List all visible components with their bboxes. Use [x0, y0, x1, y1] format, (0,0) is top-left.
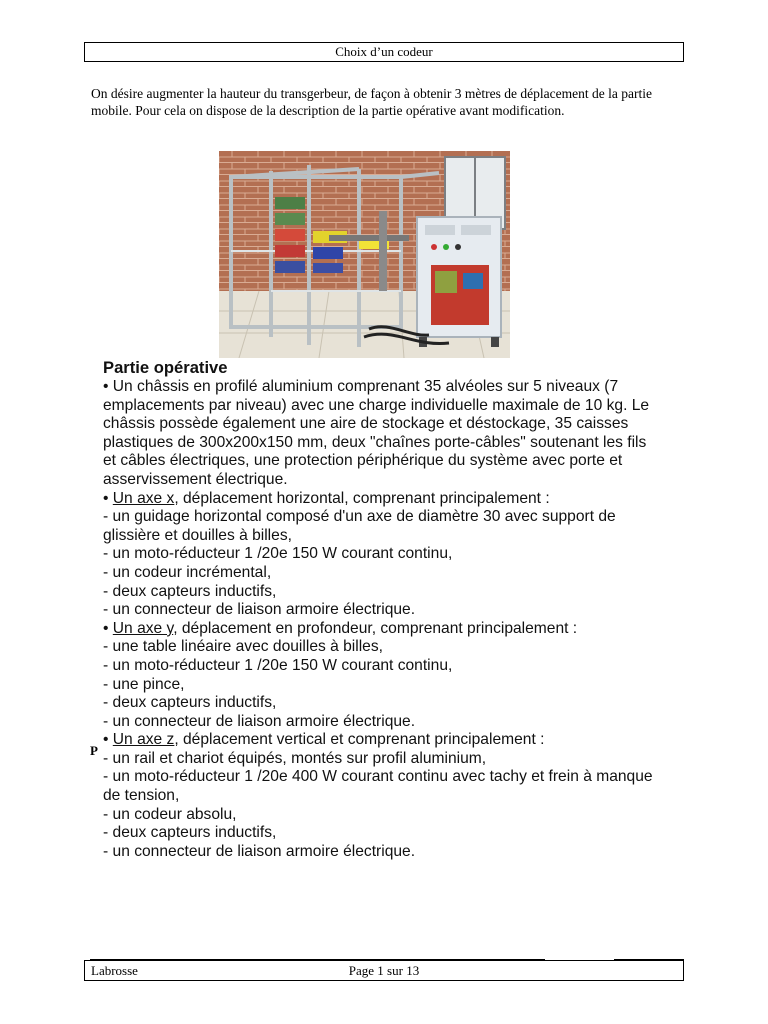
list-item: - un guidage horizontal composé d'un axe de diamètre 30 avec support de glissière et douilles à billes,: [103, 508, 616, 544]
machine-photo: [219, 151, 510, 358]
list-item: - deux capteurs inductifs,: [103, 694, 277, 712]
bullet: •: [103, 489, 113, 507]
list-item: - deux capteurs inductifs,: [103, 582, 277, 600]
list-item: - un moto-réducteur 1 /20e 400 W courant continu avec tachy et frein à manque de tension,: [103, 768, 653, 805]
stray-letter: P: [90, 743, 98, 758]
axe-z-heading: [103, 731, 663, 750]
list-item: - un moto-réducteur 1 /20e 150 W courant continu,: [103, 545, 453, 563]
section-title: Partie opérative: [103, 358, 228, 377]
list-item: - une table linéaire avec douilles à billes,: [103, 638, 383, 656]
axe-y-desc: , déplacement en profondeur, comprenant principalement :: [173, 619, 578, 637]
axe-x-label: Un axe x: [112, 489, 175, 507]
axe-y-heading: [103, 620, 663, 639]
list-item: - un connecteur de liaison armoire électrique.: [103, 601, 416, 619]
list-item: - un connecteur de liaison armoire électrique.: [103, 842, 416, 860]
bullet: •: [103, 731, 113, 749]
axe-x-heading: [103, 490, 663, 509]
list-item: - une pince,: [103, 675, 185, 693]
list-item: - un rail et chariot équipés, montés sur profil aluminium,: [103, 749, 487, 767]
list-item: - deux capteurs inductifs,: [103, 824, 277, 842]
intro-paragraph: On désire augmenter la hauteur du transgerbeur, de façon à obtenir 3 mètres de déplacement de la partie mobile. Pour cela on dispose de la description de la partie opérative avant modification.: [91, 86, 652, 118]
partie-operative-section: [103, 358, 663, 861]
axe-x-desc: , déplacement horizontal, comprenant principalement :: [174, 489, 550, 507]
bullet: •: [103, 619, 113, 637]
axe-y-label: Un axe y: [112, 619, 174, 637]
chassis-paragraph: • Un châssis en profilé aluminium comprenant 35 alvéoles sur 5 niveaux (7 emplacements par niveau) avec une charge individuelle maximale de 10 kg. Le châssis possède également une aire de stockage et déstockage, 35 caisses plastiques de 300x200x150 mm, deux "chaînes porte-câbles" soutenant les fils et câbles électriques, une protection périphérique du système avec porte et asservissement électrique.: [103, 378, 650, 488]
axe-z-desc: , déplacement vertical et comprenant principalement :: [174, 731, 545, 749]
header-title-box: [84, 42, 684, 62]
list-item: - un moto-réducteur 1 /20e 150 W courant continu,: [103, 656, 453, 674]
footer-page-number: Page 1 sur 13: [348, 963, 420, 978]
list-item: - un codeur incrémental,: [103, 563, 272, 581]
machine-photo-icon: [219, 151, 510, 358]
footer-box: [84, 960, 684, 981]
list-item: - un connecteur de liaison armoire électrique.: [103, 712, 416, 730]
axe-z-label: Un axe z: [112, 731, 175, 749]
footer-author: Labrosse: [91, 963, 138, 978]
list-item: - un codeur absolu,: [103, 805, 237, 823]
header-title: Choix d’un codeur: [335, 44, 433, 59]
